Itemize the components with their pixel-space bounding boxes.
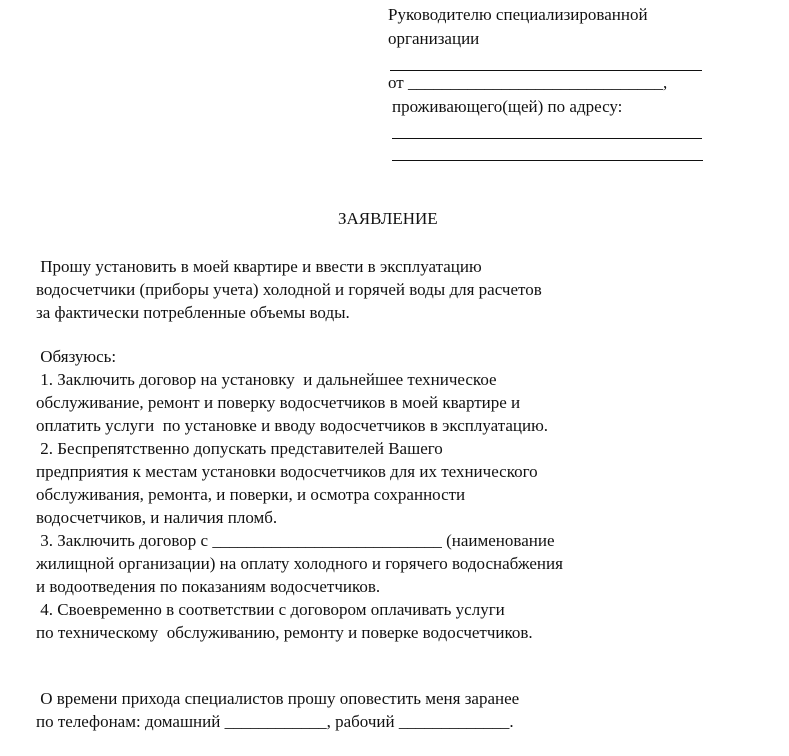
obligation-line: и водоотведения по показаниям водосчетчиков. — [36, 577, 381, 596]
obligation-line: обслуживание, ремонт и поверку водосчетчиков в моей квартире и — [36, 393, 521, 412]
request-line: Прошу установить в моей квартире и ввести в эксплуатацию — [36, 257, 482, 276]
request-line: за фактически потребленные объемы воды. — [36, 303, 350, 322]
obligation-line: 4. Своевременно в соответствии с договором оплачивать услуги — [36, 600, 505, 619]
obligation-line: оплатить услуги по установке и вводу водосчетчиков в эксплуатацию. — [36, 416, 549, 435]
obligation-line: обслуживания, ремонта, и поверки, и осмотра сохранности — [36, 485, 466, 504]
obligation-line: 3. Заключить договор с ___________________________ (наименование — [36, 531, 555, 550]
address-rule-1 — [392, 138, 702, 139]
obligations-heading: Обязуюсь: — [36, 347, 117, 366]
addressee-line-1: Руководителю специализированной — [388, 5, 648, 24]
obligation-line: жилищной организации) на оплату холодного и горячего водоснабжения — [36, 554, 563, 573]
document-title: ЗАЯВЛЕНИЕ — [338, 209, 438, 228]
notification-line: по телефонам: домашний ____________, рабочий _____________. — [36, 712, 514, 731]
obligation-line: 2. Беспрепятственно допускать представителей Вашего — [36, 439, 443, 458]
obligation-line: по техническому обслуживанию, ремонту и поверке водосчетчиков. — [36, 623, 533, 642]
obligation-line: 1. Заключить договор на установку и дальнейшее техническое — [36, 370, 497, 389]
blank-rule-1 — [390, 70, 702, 71]
from-line: от ______________________________, — [388, 73, 668, 92]
addressee-line-2: организации — [388, 29, 480, 48]
obligation-line: предприятия к местам установки водосчетчиков для их технического — [36, 462, 538, 481]
notification-line: О времени прихода специалистов прошу оповестить меня заранее — [36, 689, 520, 708]
address-rule-2 — [392, 160, 703, 161]
residing-line: проживающего(щей) по адресу: — [392, 97, 623, 116]
request-line: водосчетчики (приборы учета) холодной и горячей воды для расчетов — [36, 280, 542, 299]
obligation-line: водосчетчиков, и наличия пломб. — [36, 508, 278, 527]
